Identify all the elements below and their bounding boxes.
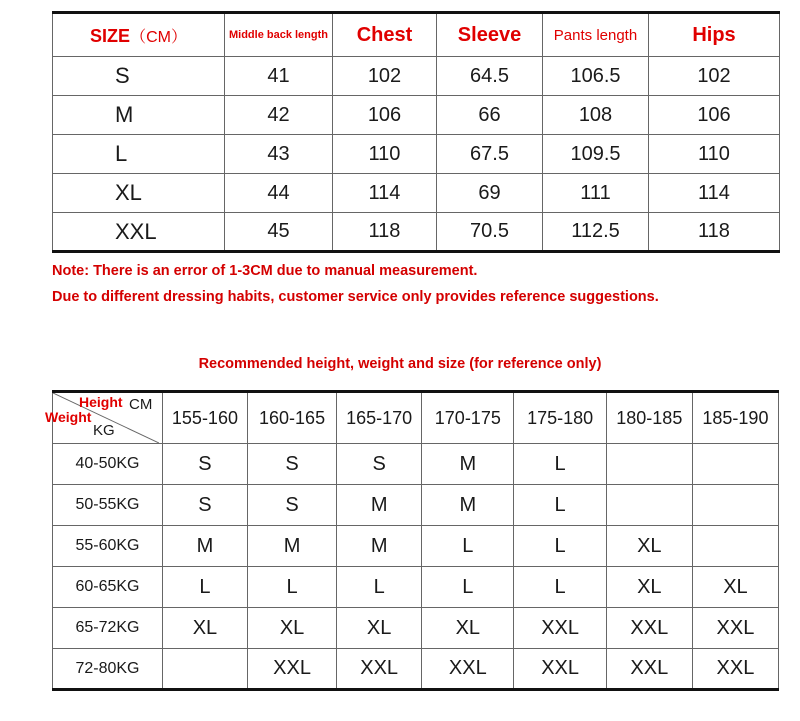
weight-range-cell: 60-65KG (53, 567, 163, 608)
size-cell: XXL (247, 649, 336, 690)
pants-length-cell: 109.5 (543, 135, 649, 174)
table-row (53, 649, 779, 690)
chest-cell: 102 (333, 57, 437, 96)
middle-back-length-cell: 43 (225, 135, 333, 174)
size-cell: L (514, 444, 606, 485)
size-cell: XL (162, 608, 247, 649)
height-axis-label: Height (79, 394, 123, 410)
recommendation-title: Recommended height, weight and size (for reference only) (198, 356, 602, 372)
size-column-header: SIZE（CM） (53, 13, 225, 57)
middle-back-length-cell: 45 (225, 213, 333, 252)
size-cell (606, 485, 692, 526)
size-cell (162, 649, 247, 690)
size-cell: L (514, 567, 606, 608)
size-cell: XL (247, 608, 336, 649)
size-cell: M (162, 526, 247, 567)
table-row (53, 174, 780, 213)
size-cell (606, 444, 692, 485)
size-cell: S (162, 485, 247, 526)
size-name-cell: L (53, 135, 225, 174)
note-line: Note: There is an error of 1-3CM due to manual measurement. (52, 263, 478, 279)
corner-header-cell (45, 392, 163, 444)
height-range-header: 180-185 (606, 392, 692, 444)
size-chart-table (52, 11, 780, 253)
height-range-header: 175-180 (514, 392, 606, 444)
table-row (53, 135, 780, 174)
size-cell: S (162, 444, 247, 485)
hips-cell: 106 (649, 96, 780, 135)
chest-header: Chest (333, 13, 437, 57)
size-cell: M (337, 526, 422, 567)
size-cell: M (422, 444, 514, 485)
sleeve-cell: 66 (437, 96, 543, 135)
size-cell: XXL (606, 649, 692, 690)
size-cell: S (247, 485, 336, 526)
sleeve-header: Sleeve (437, 13, 543, 57)
size-cell (692, 526, 778, 567)
size-cell: XXL (337, 649, 422, 690)
size-cell: XL (337, 608, 422, 649)
height-range-header: 170-175 (422, 392, 514, 444)
middle-back-length-cell: 44 (225, 174, 333, 213)
measurement-notes (52, 258, 659, 310)
chest-cell: 106 (333, 96, 437, 135)
size-cell: L (422, 526, 514, 567)
size-cell: XXL (514, 649, 606, 690)
size-cell: XXL (422, 649, 514, 690)
size-cell: L (514, 526, 606, 567)
size-cell: L (337, 567, 422, 608)
size-cell: L (514, 485, 606, 526)
middle-back-length-header: Middle back length (225, 13, 333, 57)
table-row (53, 526, 779, 567)
size-cell: XXL (514, 608, 606, 649)
size-cell: XL (606, 567, 692, 608)
size-name-cell: XXL (53, 213, 225, 252)
sleeve-cell: 67.5 (437, 135, 543, 174)
weight-range-cell: 50-55KG (53, 485, 163, 526)
middle-back-length-cell: 42 (225, 96, 333, 135)
recommendation-header-row (53, 392, 779, 444)
size-cell: XXL (692, 649, 778, 690)
weight-range-cell: 40-50KG (53, 444, 163, 485)
size-cell: M (247, 526, 336, 567)
chest-cell: 110 (333, 135, 437, 174)
weight-range-cell: 65-72KG (53, 608, 163, 649)
size-cell: L (247, 567, 336, 608)
table-row (53, 96, 780, 135)
weight-axis-label: Weight (45, 409, 92, 425)
pants-length-cell: 111 (543, 174, 649, 213)
hips-cell: 102 (649, 57, 780, 96)
table-row (53, 57, 780, 96)
size-cell: M (337, 485, 422, 526)
hips-header: Hips (649, 13, 780, 57)
pants-length-cell: 108 (543, 96, 649, 135)
weight-unit-label: KG (93, 422, 115, 439)
size-cell: L (422, 567, 514, 608)
size-cell: XL (606, 526, 692, 567)
pants-length-cell: 106.5 (543, 57, 649, 96)
table-row (53, 567, 779, 608)
size-cell (692, 444, 778, 485)
table-row (53, 213, 780, 252)
height-range-header: 155-160 (162, 392, 247, 444)
table-row (53, 608, 779, 649)
size-cell: M (422, 485, 514, 526)
pants-length-header: Pants length (543, 13, 649, 57)
recommendation-table (45, 390, 779, 691)
height-range-header: 185-190 (692, 392, 778, 444)
pants-length-cell: 112.5 (543, 213, 649, 252)
size-cell: L (162, 567, 247, 608)
table-row (53, 485, 779, 526)
height-range-header: 160-165 (247, 392, 336, 444)
size-cell (692, 485, 778, 526)
weight-range-cell: 55-60KG (53, 526, 163, 567)
height-unit-label: CM (129, 396, 153, 413)
table-row (53, 444, 779, 485)
sleeve-cell: 69 (437, 174, 543, 213)
size-cell: XXL (692, 608, 778, 649)
size-name-cell: S (53, 57, 225, 96)
height-range-header: 165-170 (337, 392, 422, 444)
hips-cell: 110 (649, 135, 780, 174)
size-cell: XL (422, 608, 514, 649)
size-chart-header-row (53, 13, 780, 57)
sleeve-cell: 70.5 (437, 213, 543, 252)
size-cell: XL (692, 567, 778, 608)
hips-cell: 118 (649, 213, 780, 252)
size-cell: S (337, 444, 422, 485)
size-cell: S (247, 444, 336, 485)
size-name-cell: XL (53, 174, 225, 213)
chest-cell: 114 (333, 174, 437, 213)
hips-cell: 114 (649, 174, 780, 213)
sleeve-cell: 64.5 (437, 57, 543, 96)
middle-back-length-cell: 41 (225, 57, 333, 96)
weight-range-cell: 72-80KG (53, 649, 163, 690)
size-cell: XXL (606, 608, 692, 649)
chest-cell: 118 (333, 213, 437, 252)
size-name-cell: M (53, 96, 225, 135)
note-line: Due to different dressing habits, customer service only provides reference suggestions. (52, 289, 659, 305)
